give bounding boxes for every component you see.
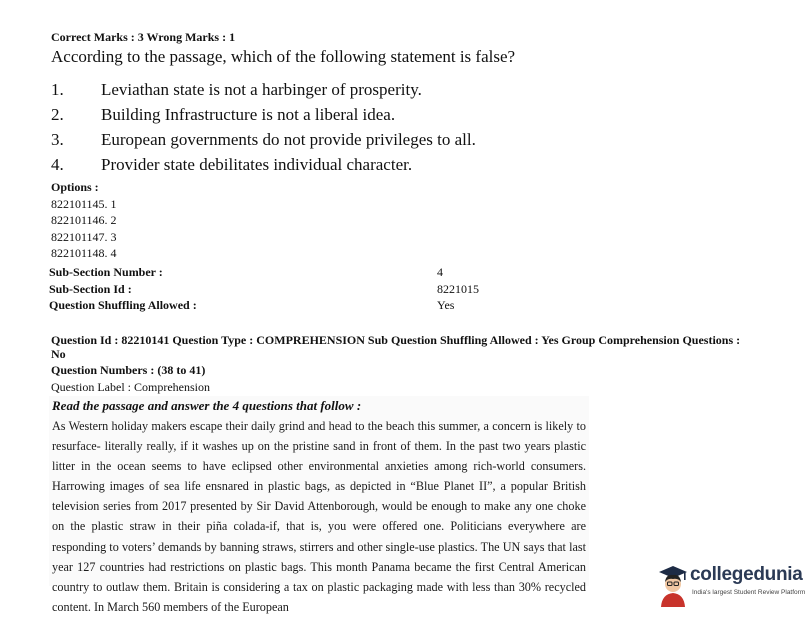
choice-text: Building Infrastructure is not a liberal idea.: [101, 105, 396, 124]
meta-value: 4: [437, 265, 443, 279]
question-numbers: Question Numbers : (38 to 41): [51, 363, 206, 377]
passage-text: As Western holiday makers escape their daily grind and head to the beach this summer, a concern is likely to resurface- literally really, if it washes up on the pristine sand in front of them. In the past two years plastic litter in the ocean seems to have eclipsed other environmental anxieties among rich-world consumers. Harrowing images of sea life ensnared in plastic bags, as depicted in “Blue Planet II”, a popular British television series from 2017 presented by Sir David Attenborough, would be enough to make any one choke on the plastic straw in their piña colada-if, that is, you were offered one. Politicians everywhere are responding to voters’ demands by banning straws, stirrers and other single-use plastics. The UN says that last year 127 countries had restrictions on plastic bags. This month Panama became the first Central American country to outlaw them. Britain is considering a tax on plastic packaging made with less than 30% recycled content. In March 560 members of the European: [52, 419, 586, 614]
meta-label: Sub-Section Number :: [49, 265, 163, 279]
question-label: Question Label : Comprehension: [51, 380, 210, 394]
choice-number: 4.: [51, 155, 64, 174]
passage-box: [49, 396, 589, 614]
meta-value: Yes: [437, 298, 455, 312]
marks-line: Correct Marks : 3 Wrong Marks : 1: [51, 30, 236, 44]
options-label: Options :: [51, 180, 99, 194]
choice-number: 2.: [51, 105, 64, 124]
choice-text: European governments do not provide privileges to all.: [101, 130, 476, 149]
meta-label: Question Shuffling Allowed :: [49, 298, 197, 312]
logo-wordmark: collegedunia: [690, 564, 803, 585]
option-id: 822101148. 4: [51, 246, 117, 260]
student-graduate-icon: [656, 563, 690, 607]
question-text: According to the passage, which of the following statement is false?: [51, 47, 516, 66]
option-id: 822101147. 3: [51, 230, 117, 244]
choice-text: Leviathan state is not a harbinger of prosperity.: [101, 80, 422, 99]
question-id-line: Question Id : 82210141 Question Type : COMPREHENSION Sub Question Shuffling Allowed : Yes Group Comprehension Questions : No: [51, 333, 741, 361]
option-id: 822101145. 1: [51, 197, 117, 211]
choice-number: 1.: [51, 80, 64, 99]
passage-title: Read the passage and answer the 4 questions that follow :: [52, 398, 362, 413]
collegedunia-logo: [654, 563, 805, 609]
logo-tagline: India's largest Student Review Platform: [692, 589, 805, 596]
option-id: 822101146. 2: [51, 213, 117, 227]
meta-value: 8221015: [437, 282, 479, 296]
choice-number: 3.: [51, 130, 64, 149]
meta-label: Sub-Section Id :: [49, 282, 132, 296]
choice-text: Provider state debilitates individual character.: [101, 155, 413, 174]
